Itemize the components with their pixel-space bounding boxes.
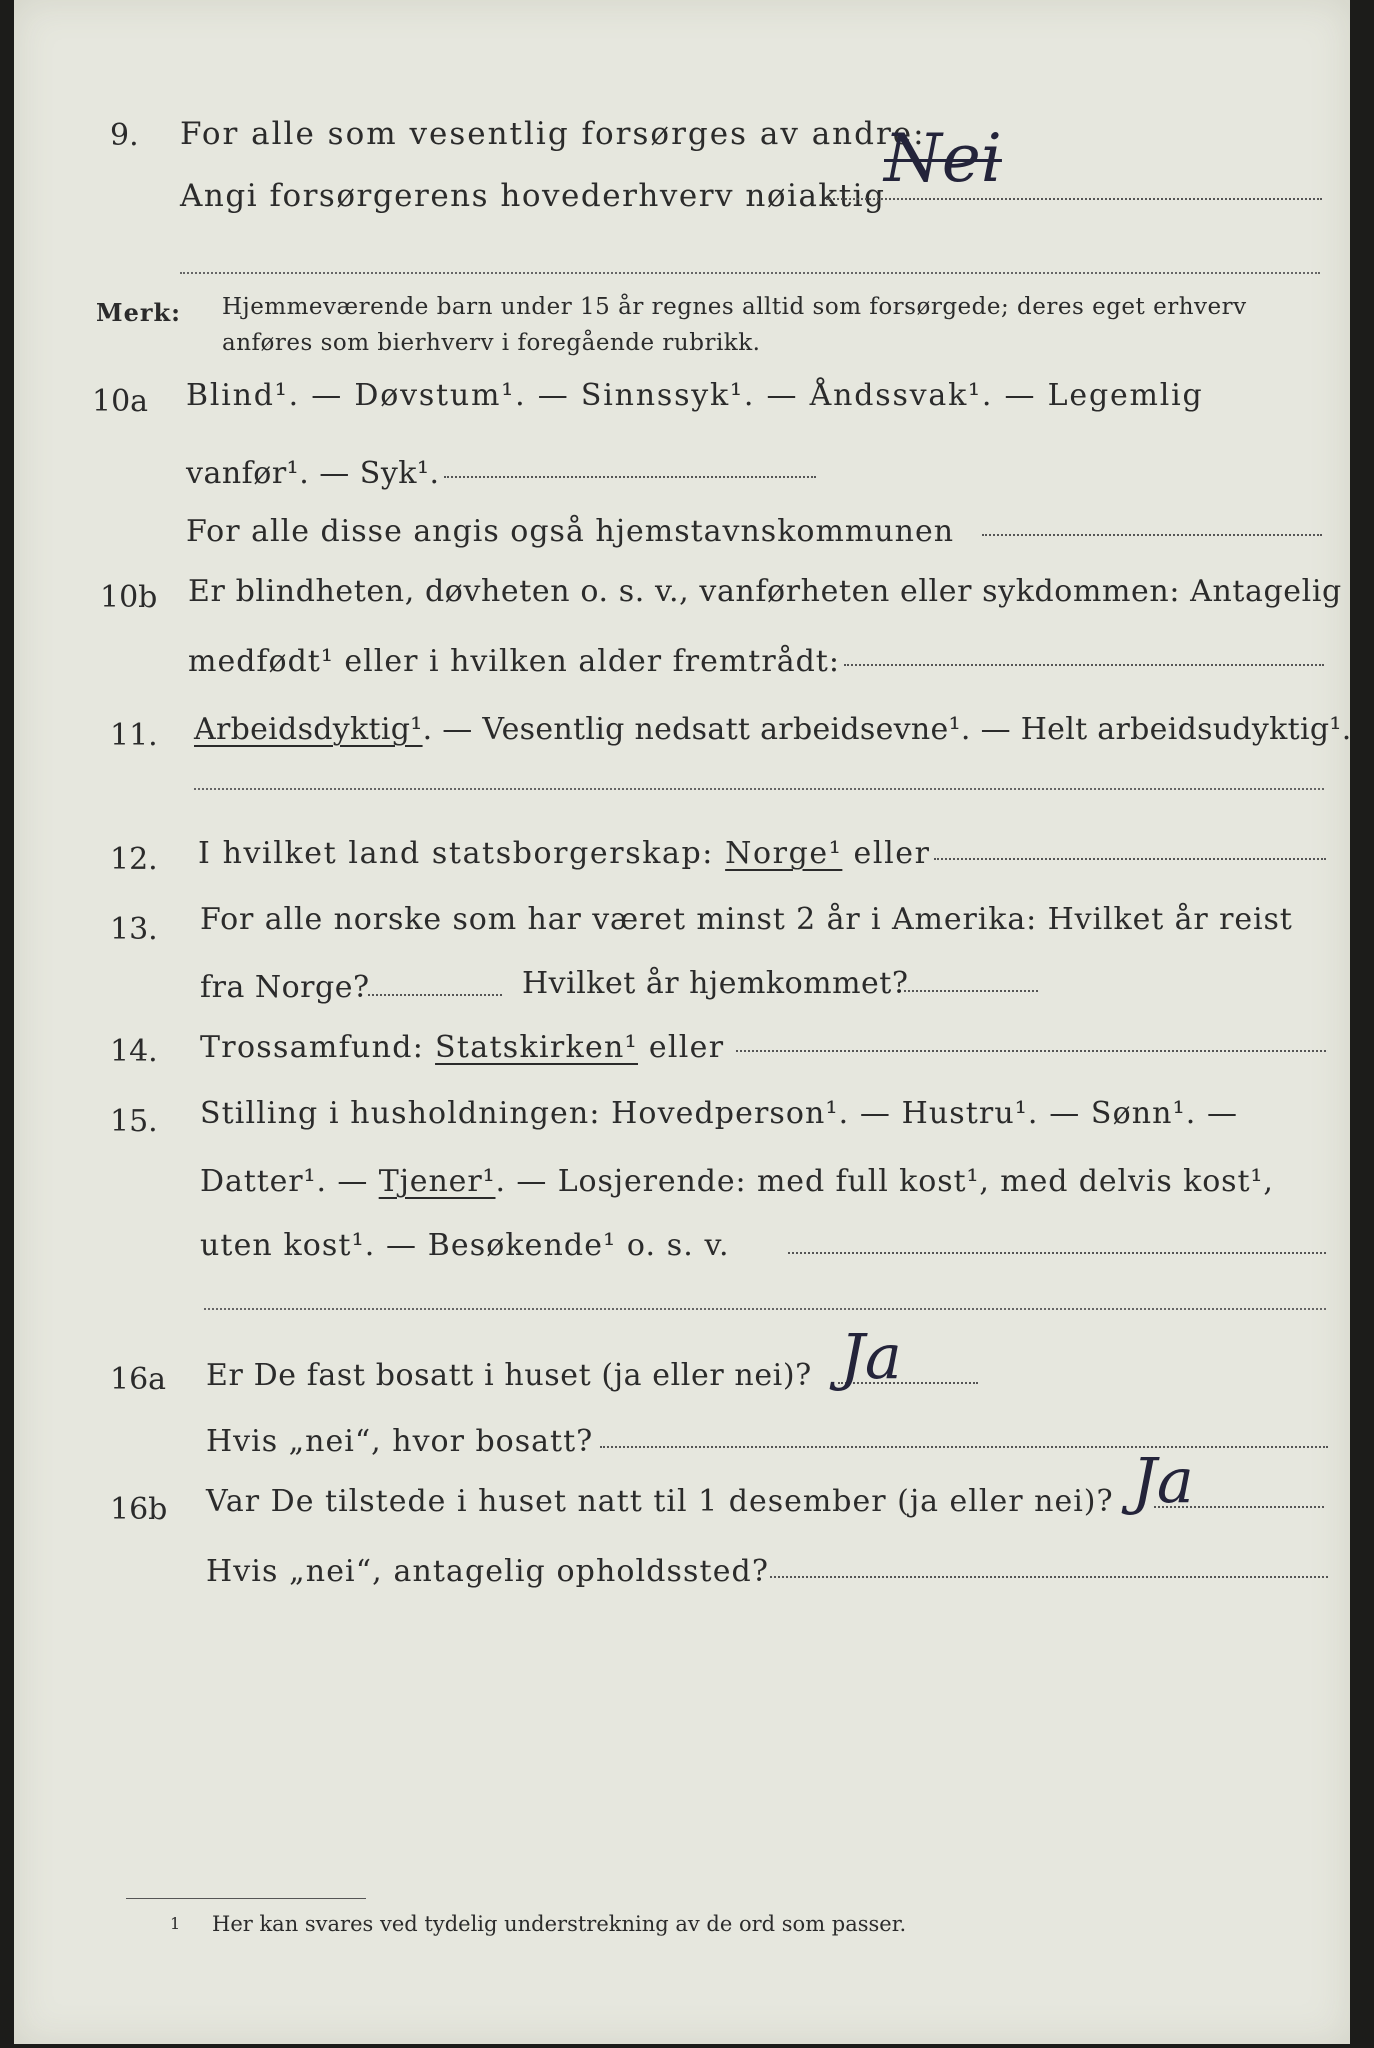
q10b-line1: Er blindheten, døvheten o. s. v., vanførheten eller sykdommen: Antagelig: [188, 574, 1342, 609]
q10b-line2: medfødt¹ eller i hvilken alder fremtrådt:: [188, 644, 840, 679]
q13-hjemkommet-line: [904, 990, 1038, 992]
q15-line2b: . — Losjerende: med full kost¹, med delvis kost¹,: [495, 1164, 1274, 1199]
q16a-line2: Hvis „nei“, hvor bosatt?: [206, 1424, 594, 1459]
q16b-line2: Hvis „nei“, antagelig opholdssted?: [206, 1554, 770, 1589]
q13-number: 13.: [110, 912, 158, 947]
footnote-text: Her kan svares ved tydelig understrekning av de ord som passer.: [212, 1912, 907, 1936]
q16b-line1: Var De tilstede i huset natt til 1 desember (ja eller nei)?: [206, 1484, 1114, 1519]
q9-extra-line: [180, 272, 1320, 274]
q10a-number: 10a: [92, 384, 149, 419]
q15-line2a: Datter¹. —: [200, 1164, 369, 1199]
q16a-number: 16a: [110, 1362, 167, 1397]
merk-line2: anføres som bierhverv i foregående rubrikk.: [222, 330, 761, 356]
q14-prefix: Trossamfund:: [200, 1030, 425, 1065]
q10b-answer-line: [844, 664, 1324, 666]
q14-underlined-answer: Statskirken¹: [435, 1030, 638, 1065]
q11-number: 11.: [110, 718, 158, 753]
q15-line2: [200, 1164, 1274, 1199]
q10a-syk-line: [444, 476, 816, 478]
q16b-opholdssted-line: [770, 1576, 1328, 1578]
q14-number: 14.: [110, 1034, 158, 1069]
q12-number: 12.: [110, 842, 158, 877]
q13-reist-line: [368, 994, 502, 996]
q11-text: [194, 712, 1352, 747]
merk-label: Merk:: [96, 298, 181, 327]
q15-answer-line: [788, 1252, 1326, 1254]
q9-answer-line: [826, 198, 1322, 200]
merk-line1: Hjemmeværende barn under 15 år regnes alltid som forsørgede; deres eget erhverv: [222, 294, 1247, 320]
q11-rest: . — Vesentlig nedsatt arbeidsevne¹. — Helt arbeidsudyktig¹.: [422, 712, 1352, 747]
q12-suffix: eller: [853, 836, 931, 871]
q14-suffix: eller: [648, 1030, 725, 1065]
q11-extra-line: [194, 788, 1324, 790]
q14-text: [200, 1030, 724, 1065]
q13-line2b: Hvilket år hjemkommet?: [522, 966, 909, 1001]
q10a-kommune-line: [982, 534, 1322, 536]
census-form-page: [14, 0, 1350, 2044]
q12-text: [198, 836, 931, 871]
q15-line1: Stilling i husholdningen: Hovedperson¹. — Hustru¹. — Sønn¹. —: [200, 1096, 1239, 1131]
q10b-number: 10b: [100, 580, 158, 615]
q10a-line3: For alle disse angis også hjemstavnskommunen: [186, 514, 955, 549]
q14-answer-line: [736, 1050, 1326, 1052]
q10a-line2: vanfør¹. — Syk¹.: [186, 456, 440, 491]
q12-prefix: I hvilket land statsborgerskap:: [198, 836, 714, 871]
q15-underlined-answer: Tjener¹: [378, 1164, 496, 1199]
q15-number: 15.: [110, 1104, 158, 1139]
q16a-bosatt-line: [600, 1446, 1328, 1448]
q11-underlined-answer: Arbeidsdyktig¹: [194, 712, 423, 747]
footnote-rule: [126, 1898, 366, 1899]
q9-number: 9.: [110, 118, 139, 153]
q15-extra-line: [204, 1308, 1326, 1310]
q9-line1: For alle som vesentlig forsørges av andre:: [180, 116, 926, 152]
footnote-mark: 1: [170, 1914, 181, 1933]
q16a-handwritten-answer: Ja: [840, 1320, 902, 1393]
q13-line2a: fra Norge?: [200, 970, 370, 1005]
q12-answer-line: [934, 858, 1326, 860]
q9-line2: Angi forsørgerens hovederhverv nøiaktig: [180, 178, 886, 214]
q10a-line1: Blind¹. — Døvstum¹. — Sinnssyk¹. — Åndssvak¹. — Legemlig: [186, 378, 1204, 413]
q12-underlined-answer: Norge¹: [725, 836, 843, 871]
q13-line1: For alle norske som har været minst 2 år i Amerika: Hvilket år reist: [200, 902, 1293, 937]
q16b-handwritten-answer: Ja: [1132, 1444, 1194, 1517]
q16b-number: 16b: [110, 1492, 168, 1527]
q16a-line1: Er De fast bosatt i huset (ja eller nei)?: [206, 1358, 812, 1393]
q9-handwritten-answer: Nei: [884, 120, 1002, 197]
q15-line3: uten kost¹. — Besøkende¹ o. s. v.: [200, 1228, 730, 1263]
